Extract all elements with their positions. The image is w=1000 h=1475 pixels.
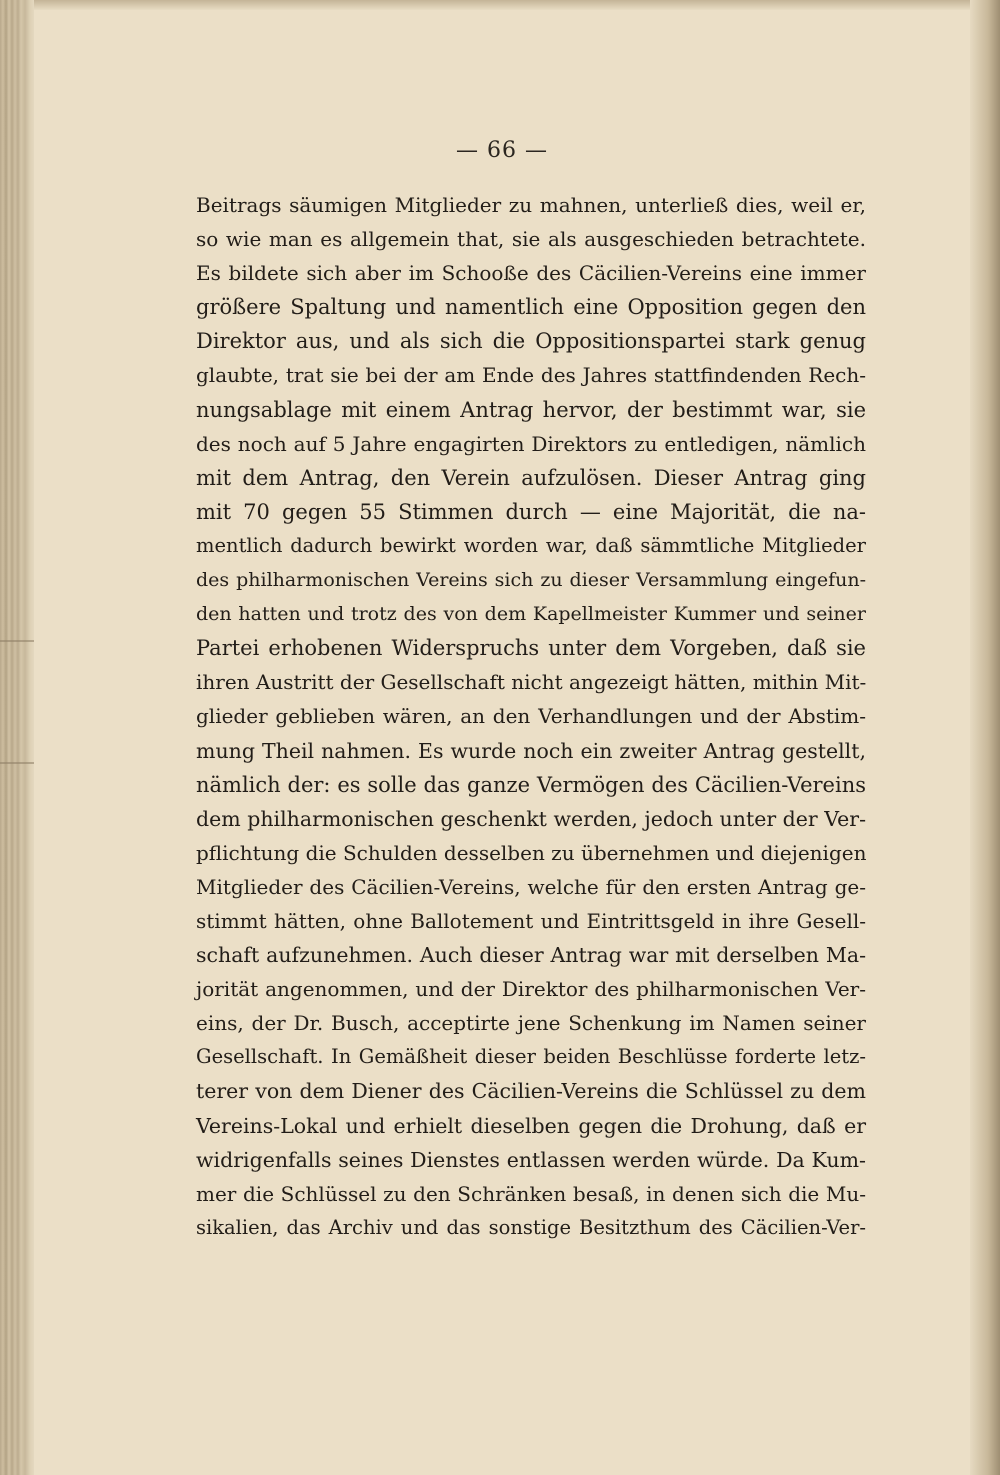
text-line: Vereins-Lokal und erhielt dieselben gegen die Drohung, daß er xyxy=(196,1113,866,1138)
page-number: — 66 — xyxy=(456,138,548,163)
text-line: mer die Schlüssel zu den Schränken besaß, in denen sich die Mu- xyxy=(196,1181,866,1206)
book-page xyxy=(34,10,970,1475)
text-line: jorität angenommen, und der Direktor des philharmonischen Ver- xyxy=(196,977,866,1002)
text-line: mung Theil nahmen. Es wurde noch ein zweiter Antrag gestellt, xyxy=(196,738,866,763)
text-line: nungsablage mit einem Antrag hervor, der bestimmt war, sie xyxy=(196,397,866,422)
text-line: ihren Austritt der Gesellschaft nicht angezeigt hätten, mithin Mit- xyxy=(196,670,867,695)
text-line: mit 70 gegen 55 Stimmen durch — eine Majorität, die na- xyxy=(196,499,866,524)
text-line: eins, der Dr. Busch, acceptirte jene Schenkung im Namen seiner xyxy=(196,1011,866,1036)
text-line: mit dem Antrag, den Verein aufzulösen. Dieser Antrag ging xyxy=(196,465,866,490)
text-line: glieder geblieben wären, an den Verhandlungen und der Abstim- xyxy=(196,704,866,729)
text-line: größere Spaltung und namentlich eine Opposition gegen den xyxy=(196,295,866,320)
body-text xyxy=(196,188,866,1245)
text-line: des noch auf 5 Jahre engagirten Direktors zu entledigen, nämlich xyxy=(196,431,866,456)
text-line: pflichtung die Schulden desselben zu übernehmen und diejenigen xyxy=(196,840,867,865)
text-line: Gesellschaft. In Gemäßheit dieser beiden Beschlüsse forderte letz- xyxy=(196,1045,866,1069)
text-line: dem philharmonischen geschenkt werden, jedoch unter der Ver- xyxy=(196,806,867,831)
right-page-edge xyxy=(970,0,1000,1475)
text-line: mentlich dadurch bewirkt worden war, daß sämmtliche Mitglieder xyxy=(196,533,866,557)
text-line: nämlich der: es solle das ganze Vermögen des Cäcilien-Vereins xyxy=(196,772,866,797)
text-line: terer von dem Diener des Cäcilien-Vereins die Schlüssel zu dem xyxy=(196,1079,866,1104)
text-line: Direktor aus, und als sich die Oppositionspartei stark genug xyxy=(196,329,866,354)
text-line: stimmt hätten, ohne Ballotement und Eintrittsgeld in ihre Gesell- xyxy=(196,908,866,933)
text-line: Beitrags säumigen Mitglieder zu mahnen, unterließ dies, weil er, xyxy=(196,193,866,217)
text-line: den hatten und trotz des von dem Kapellmeister Kummer und seiner xyxy=(196,603,866,626)
text-line: Mitglieder des Cäcilien-Vereins, welche für den ersten Antrag ge- xyxy=(196,874,866,899)
text-line: Partei erhobenen Widerspruchs unter dem Vorgeben, daß sie xyxy=(196,636,866,661)
text-line: glaubte, trat sie bei der am Ende des Jahres stattfindenden Rech- xyxy=(196,363,866,388)
text-line: des philharmonischen Vereins sich zu dieser Versammlung eingefun- xyxy=(196,569,866,592)
text-line: Es bildete sich aber im Schooße des Cäcilien-Vereins eine immer xyxy=(196,261,866,286)
text-line: widrigenfalls seines Dienstes entlassen werden würde. Da Kum- xyxy=(196,1147,866,1172)
text-line: sikalien, das Archiv und das sonstige Besitzthum des Cäcilien-Ver- xyxy=(196,1215,866,1239)
text-line: schaft aufzunehmen. Auch dieser Antrag war mit derselben Ma- xyxy=(196,943,866,968)
top-page-edge xyxy=(0,0,1000,10)
text-line: so wie man es allgemein that, sie als ausgeschieden betrachtete. xyxy=(196,227,866,252)
